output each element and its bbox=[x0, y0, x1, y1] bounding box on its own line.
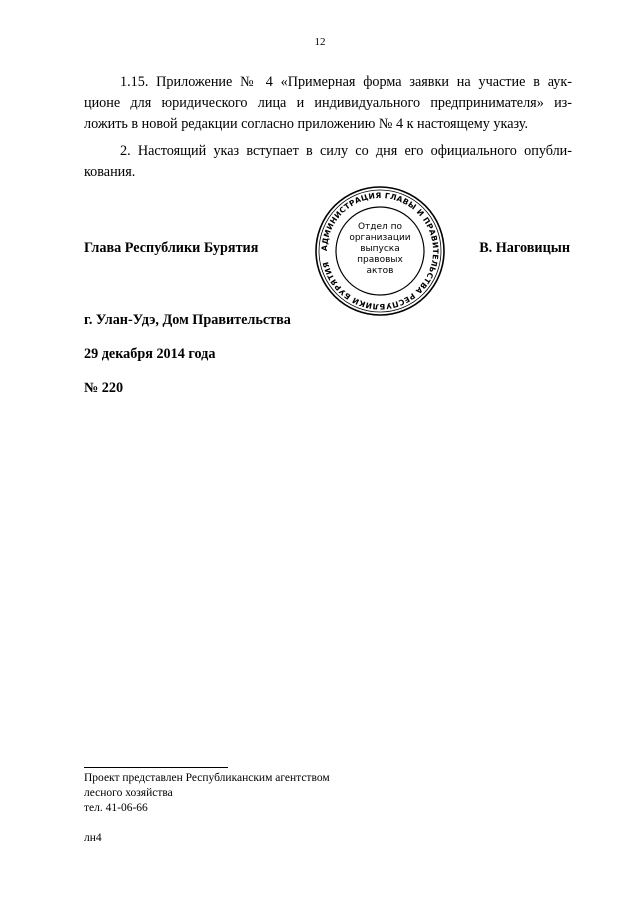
stamp-center-line: организации bbox=[349, 233, 411, 243]
stamp-center-line: выпуска bbox=[360, 244, 400, 254]
paragraph-line: 2. Настоящий указ вступает в силу со дня его официального опубли- bbox=[120, 143, 572, 159]
footnote-line: Проект представлен Республиканским агентством bbox=[84, 772, 330, 784]
stamp-center-line: правовых bbox=[357, 255, 403, 265]
footnote-line: лесного хозяйства bbox=[84, 787, 173, 799]
stamp-center-line: Отдел по bbox=[357, 222, 403, 232]
paragraph-appendix-change bbox=[84, 72, 572, 135]
stamp-seal-icon bbox=[314, 185, 446, 317]
document-code: лн4 bbox=[84, 832, 102, 844]
paragraph-line: ложить в новой редакции согласно приложению № 4 к настоящему указу. bbox=[84, 116, 529, 132]
signer-title: Глава Республики Бурятия bbox=[84, 240, 259, 256]
stamp-ring-text: АДМИНИСТРАЦИЯ ГЛАВЫ И ПРАВИТЕЛЬСТВА РЕСПУБЛИКИ БУРЯТИЯ bbox=[319, 190, 441, 312]
stamp-center-line: актов bbox=[366, 266, 394, 276]
footnote-divider bbox=[84, 767, 228, 768]
paragraph-line: кования. bbox=[84, 164, 136, 180]
page-number: 12 bbox=[314, 36, 326, 48]
paragraph-line: ционе для юридического лица и индивидуального предпринимателя» из- bbox=[84, 95, 572, 111]
signing-date: 29 декабря 2014 года bbox=[84, 346, 216, 362]
footnote-line: тел. 41-06-66 bbox=[84, 802, 148, 814]
official-stamp bbox=[314, 185, 446, 317]
footnote bbox=[84, 771, 330, 816]
paragraph-effective-date bbox=[84, 141, 572, 183]
signing-place: г. Улан-Удэ, Дом Правительства bbox=[84, 312, 291, 328]
decree-number: № 220 bbox=[84, 380, 124, 396]
signer-name: В. Наговицын bbox=[479, 240, 570, 256]
paragraph-line: 1.15. Приложение № 4 «Примерная форма заявки на участие в аук- bbox=[120, 74, 572, 90]
